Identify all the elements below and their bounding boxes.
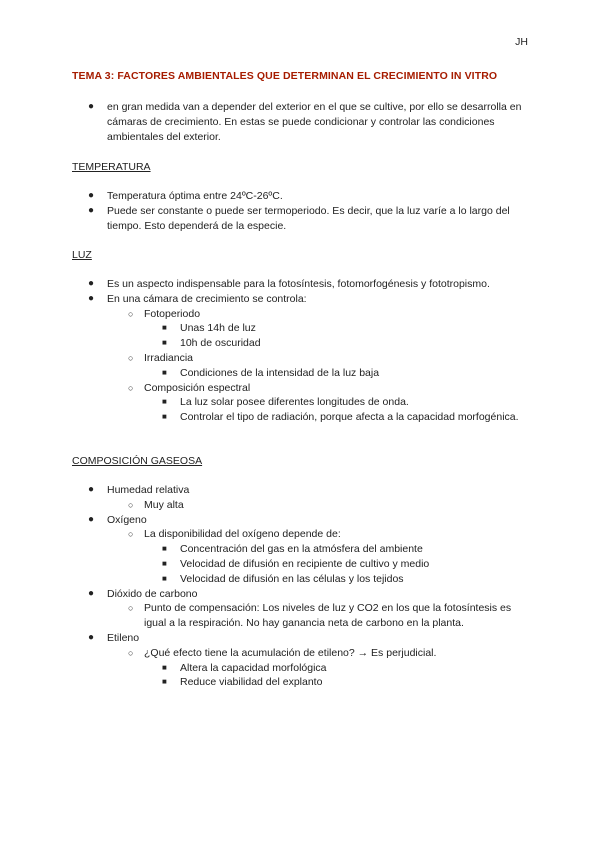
list-item	[72, 498, 532, 513]
gaseosa-item-text: Dióxido de carbono	[107, 587, 198, 600]
bullet-disc: ●	[88, 204, 95, 216]
list-item	[72, 292, 532, 307]
luz-item-text: En una cámara de crecimiento se controla:	[107, 292, 307, 305]
bullet-disc: ●	[88, 101, 95, 112]
list-item	[72, 572, 532, 587]
bullet-circle: ○	[128, 352, 134, 363]
page-title: TEMA 3: FACTORES AMBIENTALES QUE DETERMINAN EL CRECIMIENTO IN VITRO	[72, 70, 498, 82]
bullet-square: ■	[162, 662, 167, 672]
bullet-square: ■	[162, 677, 167, 687]
gaseosa-item-text: Etileno	[107, 631, 140, 644]
gaseosa-detail-text: Altera la capacidad morfológica	[180, 661, 327, 674]
luz-detail-text: 10h de oscuridad	[180, 337, 261, 350]
temperatura-item-text: Puede ser constante o puede ser termoperiodo. Es decir, que la luz varíe a lo largo del tiempo. Esto dependerá de la especie.	[107, 204, 510, 232]
luz-detail-text: Condiciones de la intensidad de la luz baja	[180, 366, 380, 379]
luz-subitem-text: Composición espectral	[144, 381, 251, 394]
intro-section	[72, 100, 532, 144]
list-item	[72, 366, 532, 381]
list-item	[72, 100, 532, 144]
list-item	[72, 204, 532, 234]
bullet-circle: ○	[128, 308, 134, 319]
gaseosa-subitem-text: Muy alta	[144, 498, 184, 511]
list-item	[72, 189, 532, 204]
bullet-square: ■	[162, 412, 167, 422]
gaseosa-detail-text: Reduce viabilidad del explanto	[180, 676, 323, 689]
bullet-circle: ○	[128, 647, 134, 658]
section-heading-luz: LUZ	[72, 249, 92, 261]
list-item	[72, 557, 532, 572]
luz-subitem-text: Irradiancia	[144, 351, 194, 364]
luz-detail-text: La luz solar posee diferentes longitudes de onda.	[180, 396, 409, 409]
luz-section	[72, 277, 532, 425]
gaseosa-subitem-text: Punto de compensación: Los niveles de luz y CO2 en los que la fotosíntesis es igual a la respiración. No hay ganancia neta de carbono en la planta.	[144, 602, 512, 630]
bullet-disc: ●	[88, 292, 95, 304]
list-item	[72, 381, 532, 396]
bullet-square: ■	[162, 558, 167, 568]
list-item	[72, 542, 532, 557]
bullet-disc: ●	[88, 278, 95, 289]
bullet-square: ■	[162, 544, 167, 554]
list-item	[72, 661, 532, 676]
bullet-disc: ●	[88, 190, 95, 201]
luz-subitem-text: Fotoperiodo	[144, 307, 201, 320]
header-initials: JH	[515, 36, 528, 48]
list-item	[72, 277, 532, 292]
list-item	[72, 410, 532, 425]
list-item	[72, 307, 532, 322]
bullet-disc: ●	[88, 587, 95, 599]
list-item	[72, 675, 532, 690]
temperatura-section	[72, 189, 532, 233]
bullet-square: ■	[162, 323, 167, 333]
luz-detail-text: Controlar el tipo de radiación, porque afecta a la capacidad morfogénica.	[180, 411, 519, 424]
list-item	[72, 527, 532, 542]
gaseosa-subitem-text: ¿Qué efecto tiene la acumulación de etileno? → Es perjudicial.	[144, 646, 437, 659]
bullet-circle: ○	[128, 529, 134, 540]
list-item	[72, 587, 532, 602]
list-item	[72, 336, 532, 351]
gaseosa-section	[72, 483, 532, 690]
bullet-square: ■	[162, 338, 167, 348]
section-heading-temperatura: TEMPERATURA	[72, 161, 151, 173]
gaseosa-item-text: Humedad relativa	[107, 484, 190, 496]
bullet-square: ■	[162, 397, 167, 407]
bullet-circle: ○	[128, 382, 134, 393]
list-item	[72, 601, 532, 631]
list-item	[72, 321, 532, 336]
bullet-square: ■	[162, 367, 167, 377]
gaseosa-detail-text: Velocidad de difusión en recipiente de cultivo y medio	[180, 557, 430, 570]
luz-item-text: Es un aspecto indispensable para la fotosíntesis, fotomorfogénesis y fototropismo.	[107, 278, 490, 290]
section-heading-gaseosa: COMPOSICIÓN GASEOSA	[72, 455, 203, 467]
bullet-circle: ○	[128, 603, 134, 614]
bullet-disc: ●	[88, 631, 95, 643]
list-item	[72, 351, 532, 366]
list-item	[72, 483, 532, 498]
temperatura-item-text: Temperatura óptima entre 24ºC-26ºC.	[107, 190, 283, 202]
bullet-disc: ●	[88, 513, 95, 525]
list-item	[72, 513, 532, 528]
gaseosa-item-text: Oxígeno	[107, 513, 147, 526]
list-item	[72, 646, 532, 661]
bullet-disc: ●	[88, 484, 95, 495]
gaseosa-detail-text: Velocidad de difusión en las células y los tejidos	[180, 572, 404, 585]
gaseosa-subitem-text: La disponibilidad del oxígeno depende de:	[144, 528, 341, 541]
bullet-circle: ○	[128, 499, 134, 510]
intro-text: en gran medida van a depender del exterior en el que se cultive, por ello se desarrolla en cámaras de crecimiento. En estas se puede condicionar y controlar las condiciones ambientales del exterior.	[107, 101, 522, 143]
list-item	[72, 631, 532, 646]
gaseosa-detail-text: Concentración del gas en la atmósfera del ambiente	[180, 543, 423, 556]
luz-detail-text: Unas 14h de luz	[180, 322, 256, 335]
bullet-square: ■	[162, 573, 167, 583]
list-item	[72, 395, 532, 410]
